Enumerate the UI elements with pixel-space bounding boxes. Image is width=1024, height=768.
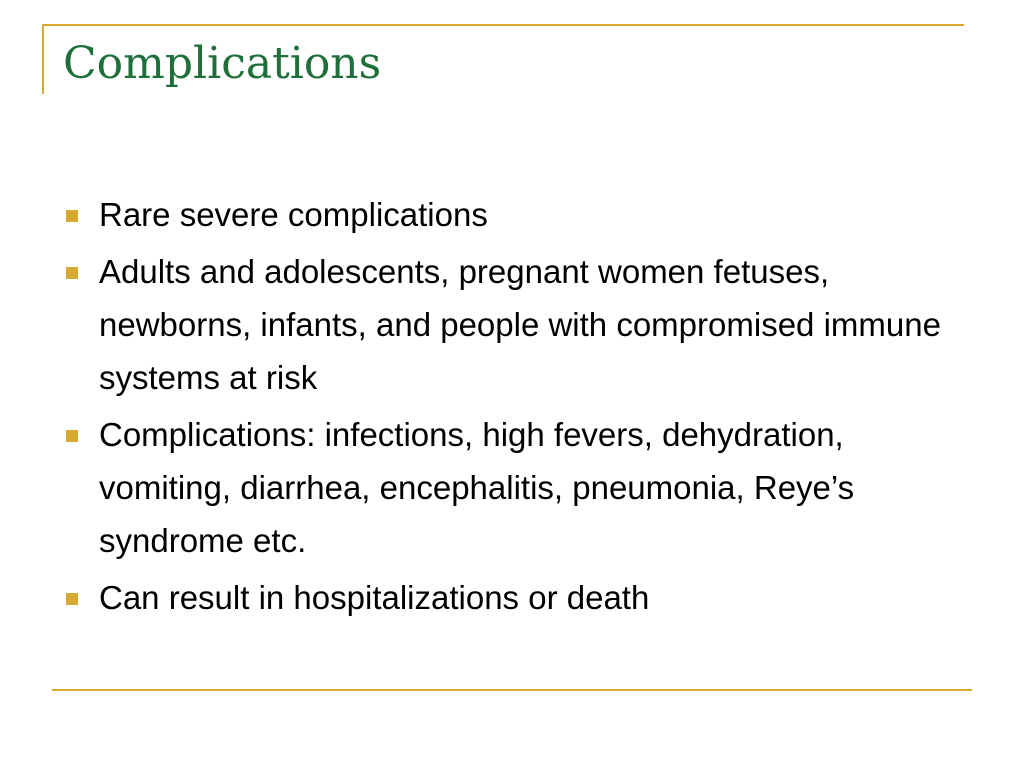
bullet-item <box>62 408 962 567</box>
bullet-item <box>62 571 962 624</box>
bullet-text: Adults and adolescents, pregnant women fetuses, newborns, infants, and people with compromised immune systems at risk <box>99 253 941 396</box>
bullet-item <box>62 245 962 404</box>
slide-title: Complications <box>63 38 382 89</box>
frame-top-rule <box>42 24 964 26</box>
square-bullet-icon <box>66 593 78 605</box>
frame-left-rule <box>42 24 44 94</box>
bullet-list <box>62 188 962 628</box>
square-bullet-icon <box>66 267 78 279</box>
footer-rule <box>52 689 972 691</box>
square-bullet-icon <box>66 210 78 222</box>
bullet-text: Rare severe complications <box>99 196 488 233</box>
bullet-text: Can result in hospitalizations or death <box>99 579 650 616</box>
bullet-text: Complications: infections, high fevers, dehydration, vomiting, diarrhea, encephalitis, pneumonia, Reye’s syndrome etc. <box>99 416 855 559</box>
square-bullet-icon <box>66 430 78 442</box>
bullet-item <box>62 188 962 241</box>
